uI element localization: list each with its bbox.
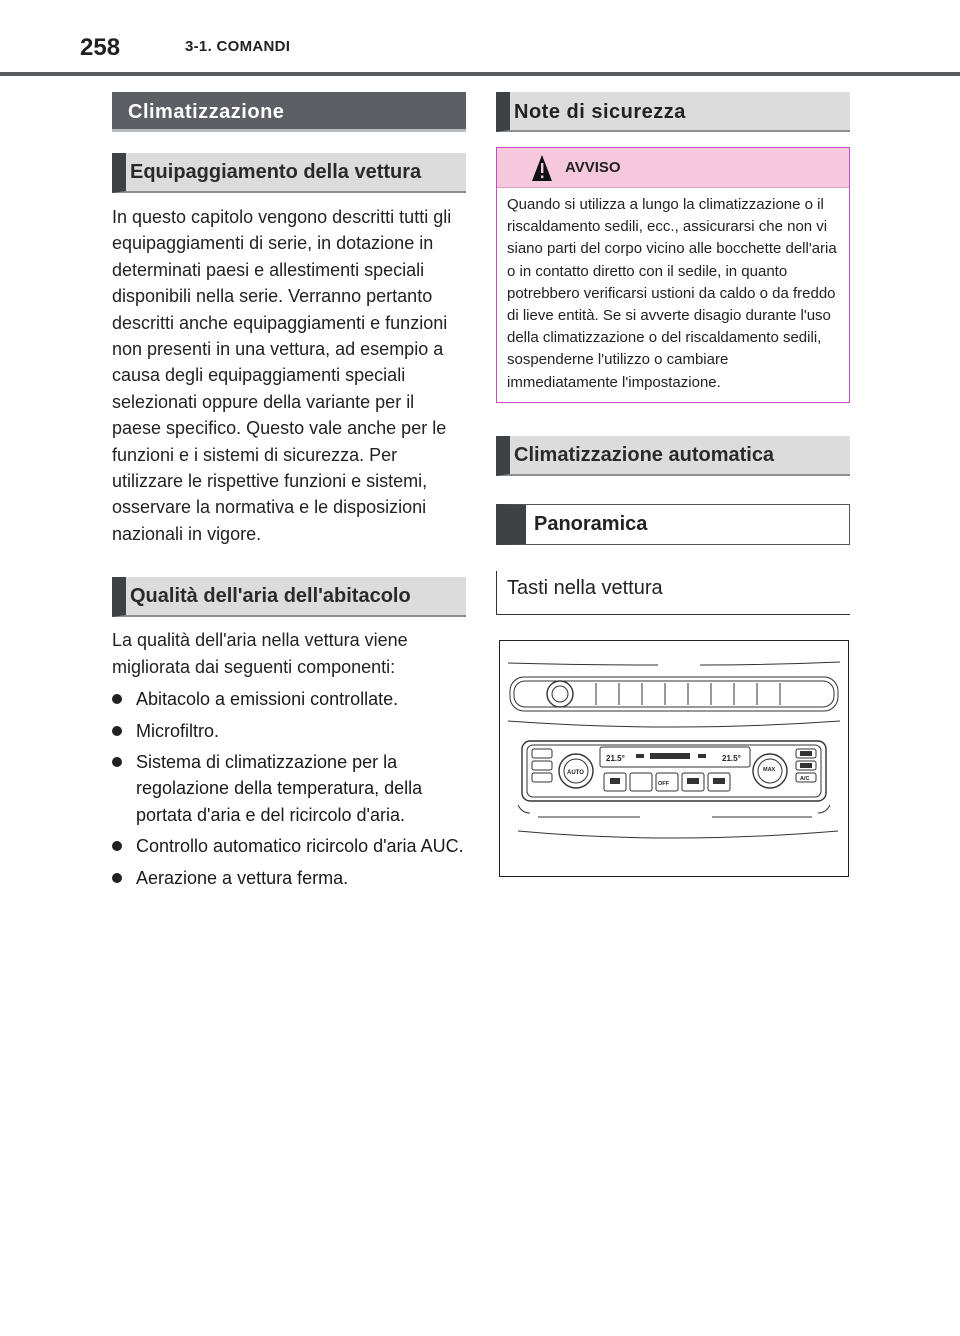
page-number: 258	[80, 34, 121, 61]
list-item: Aerazione a vettura ferma.	[112, 865, 466, 891]
section-heading-note-sicurezza: Note di sicurezza	[496, 92, 850, 132]
component-list	[112, 686, 466, 891]
seat-heat-right-icon	[800, 763, 812, 768]
left-temperature-readout: 21.5°	[606, 754, 625, 763]
defrost-icon	[610, 778, 620, 784]
auto-button-label: AUTO	[567, 770, 584, 776]
list-item: Controllo automatico ricircolo d'aria AUC.	[112, 833, 466, 859]
paragraph-equipaggiamento: In questo capitolo vengono descritti tutti gli equipaggiamenti di serie, in dotazione in determinati paesi e allestimenti speciali disponibili nella serie. Verranno pertanto descritti anche equipaggiamenti e funzioni non presenti in una vettura, ad esempio a causa degli equipaggiamenti speciali selezionati oppure della variante per il paese specifico. Questo vale anche per le funzioni e i sistemi di sicurezza. Per utilizzare le rispettive funzioni e sistemi, osservare la normativa e le disposizioni nazionali in vigore.	[112, 207, 452, 544]
climate-panel-drawing	[500, 641, 848, 876]
subheading-equipaggiamento: Equipaggiamento della vettura	[112, 153, 466, 193]
max-button-label: MAX	[763, 767, 776, 773]
vent-mode-icon	[713, 778, 725, 784]
list-item: Abitacolo a emissioni controllate.	[112, 686, 466, 712]
list-item: Microfiltro.	[112, 718, 466, 744]
bullet-icon	[112, 841, 122, 851]
subheading-qualita-aria: Qualità dell'aria dell'abitacolo	[112, 577, 466, 617]
ac-button-label: A/C	[800, 776, 810, 782]
warning-label: AVVISO	[565, 159, 621, 176]
section-heading-climatizzazione: Climatizzazione	[112, 92, 466, 132]
bullet-icon	[112, 873, 122, 883]
subheading-climatizzazione-automatica: Climatizzazione automatica	[496, 436, 850, 476]
airflow-icon-right	[698, 754, 706, 758]
page-header	[0, 0, 960, 78]
airflow-icon	[636, 754, 644, 758]
off-button-label: OFF	[658, 781, 669, 787]
climate-panel-figure	[499, 640, 849, 877]
warning-triangle-icon	[531, 154, 553, 182]
chapter-title: 3-1. COMANDI	[185, 38, 291, 55]
fan-level-icon	[650, 753, 690, 759]
bullet-icon	[112, 757, 122, 767]
header-rule	[0, 72, 960, 76]
heading-tasti-vettura: Tasti nella vettura	[496, 571, 850, 615]
panel-heading-panoramica: Panoramica	[496, 504, 850, 545]
warning-text: Quando si utilizza a lungo la climatizzazione o il riscaldamento sedili, ecc., assicurarsi che non vi siano parti del corpo vicino alle bocchette dell'aria o in contatto diretto con il sedile, in quanto potrebbero verificarsi ustioni da caldo o da freddo di lieve entità. Se si avverte disagio durante l'uso della climatizzazione o del riscaldamento sedili, sospenderne l'utilizzo o cambiare immediatamente l'impostazione.	[507, 196, 837, 391]
warning-header	[497, 148, 849, 188]
seat-heat-icon	[800, 751, 812, 756]
paragraph-qualita-aria: La qualità dell'aria nella vettura viene migliorata dai seguenti componenti:	[112, 630, 408, 677]
right-column	[496, 92, 850, 615]
bullet-icon	[112, 726, 122, 736]
left-column	[112, 92, 466, 896]
list-item: Sistema di climatizzazione per la regolazione della temperatura, della portata d'aria e del ricircolo d'aria.	[112, 749, 466, 828]
right-temperature-readout: 21.5°	[722, 754, 741, 763]
bullet-icon	[112, 694, 122, 704]
warning-box	[496, 147, 850, 403]
recirculation-icon	[687, 778, 699, 784]
